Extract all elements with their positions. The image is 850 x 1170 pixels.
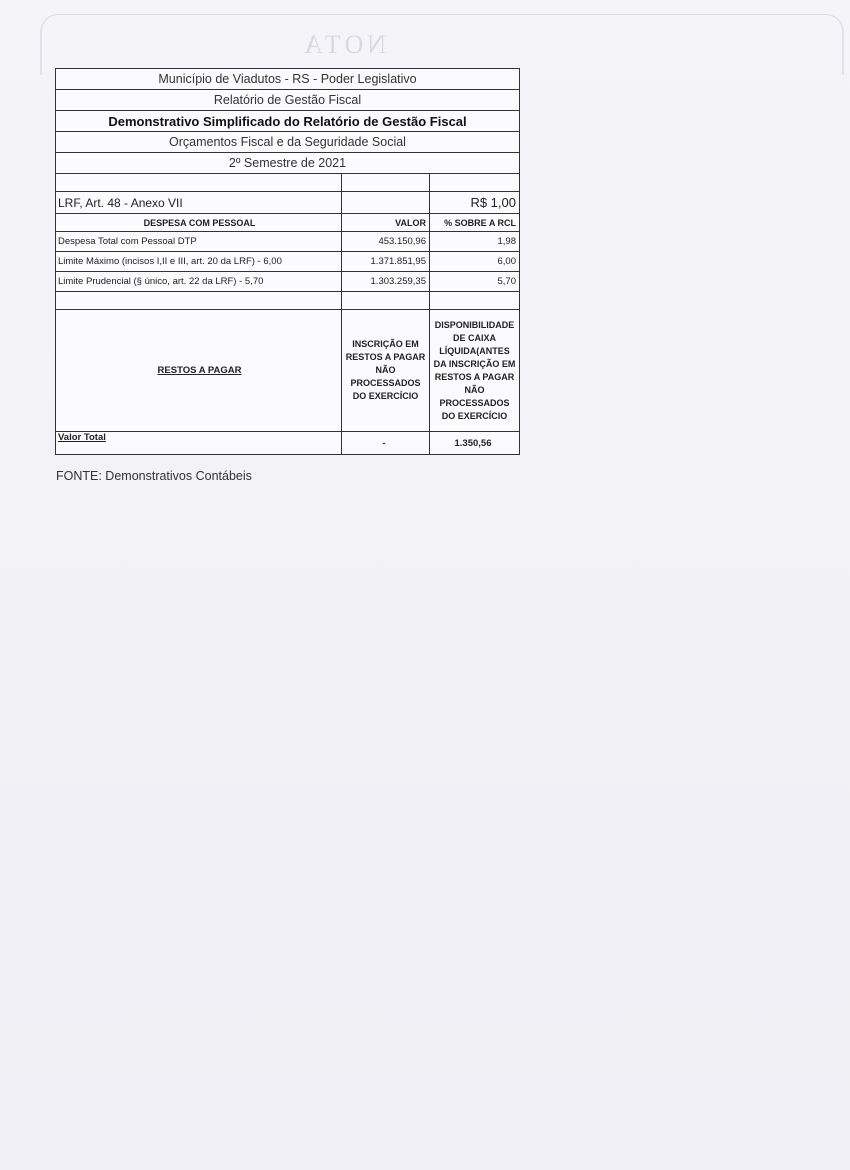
- row-pct: 5,70: [497, 276, 516, 287]
- row-label: Despesa Total com Pessoal DTP: [56, 232, 342, 251]
- col-header-valor: VALOR: [342, 214, 430, 231]
- restos-label: RESTOS A PAGAR: [56, 310, 342, 431]
- row-valor: 1.303.259,35: [342, 272, 430, 291]
- column-header-row: [56, 214, 519, 232]
- col-header-pct: % SOBRE A RCL: [444, 217, 516, 228]
- blank-row: [56, 174, 519, 192]
- anexo-label: LRF, Art. 48 - Anexo VII: [56, 192, 342, 213]
- header-demonstrativo: Demonstrativo Simplificado do Relatório de Gestão Fiscal: [56, 111, 519, 132]
- blank-row: [56, 292, 519, 310]
- table-row: [56, 232, 519, 252]
- restos-inscricao-header: INSCRIÇÃO EM RESTOS A PAGAR NÃO PROCESSADOS DO EXERCÍCIO: [342, 310, 430, 431]
- row-pct: 1,98: [497, 236, 516, 247]
- total-inscricao: -: [342, 432, 430, 454]
- table-row: [56, 252, 519, 272]
- header-relatorio: Relatório de Gestão Fiscal: [56, 90, 519, 111]
- bleed-through-frame: [40, 14, 844, 75]
- restos-disponibilidade-header: DISPONIBILIDADE DE CAIXA LÍQUIDA(ANTES DA INSCRIÇÃO EM RESTOS A PAGAR NÃO PROCESSADOS DO EXERCÍCIO: [433, 319, 516, 421]
- header-semestre: 2º Semestre de 2021: [56, 153, 519, 174]
- row-label: Limite Prudencial (§ único, art. 22 da LRF) - 5,70: [56, 272, 342, 291]
- col-header-despesa: DESPESA COM PESSOAL: [56, 214, 342, 231]
- row-valor: 1.371.851,95: [342, 252, 430, 271]
- anexo-row: [56, 192, 519, 214]
- valor-total-row: [56, 432, 519, 454]
- table-row: [56, 272, 519, 292]
- row-pct: 6,00: [497, 256, 516, 267]
- row-valor: 453.150,96: [342, 232, 430, 251]
- total-disponibilidade: 1.350,56: [454, 437, 492, 449]
- source-note: FONTE: Demonstrativos Contábeis: [56, 469, 252, 483]
- header-orcamentos: Orçamentos Fiscal e da Seguridade Social: [56, 132, 519, 153]
- fiscal-report-table: [55, 68, 520, 455]
- anexo-unit: R$ 1,00: [470, 195, 516, 210]
- restos-a-pagar-row: [56, 310, 519, 432]
- header-municipio: Município de Viadutos - RS - Poder Legislativo: [56, 69, 519, 90]
- row-label: Limite Máximo (incisos I,II e III, art. 20 da LRF) - 6,00: [56, 252, 342, 271]
- bleed-through-text: NOTA: [300, 30, 387, 59]
- total-label: Valor Total: [56, 432, 342, 454]
